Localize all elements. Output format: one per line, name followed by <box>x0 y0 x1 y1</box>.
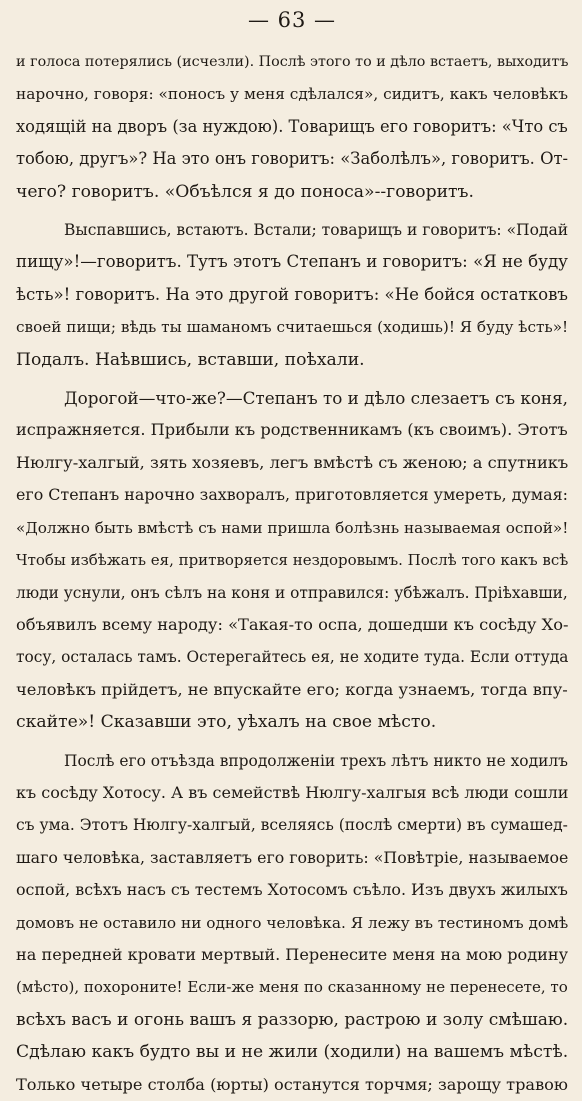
text-line: оспой, всѣхъ насъ съ тестемъ Хотосомъ съѣло. Изъ двухъ жилыхъ <box>16 880 568 900</box>
page-number: — 63 — <box>247 8 337 32</box>
paragraph-4 <box>16 745 568 1101</box>
text-line: объявилъ всему народу: «Такая-то оспа, дошедши къ сосѣду Хо- <box>16 614 568 634</box>
text-line: (мѣсто), похороните! Если-же меня по сказанному не перенесете, то <box>16 978 568 997</box>
text-line: на передней кровати мертвый. Перенесите меня на мою родину <box>16 944 568 964</box>
text-line: тосу, осталась тамъ. Остерегайтесь ея, не ходите туда. Если оттуда <box>16 648 568 667</box>
text-line: ходящій на дворъ (за нуждою). Товарищъ его говоритъ: «Что съ <box>16 116 568 136</box>
page-body <box>16 46 568 1101</box>
text-line: Послѣ его отъѣзда впродолженіи трехъ лѣтъ никто не ходилъ <box>64 751 568 770</box>
text-line: люди уснули, онъ сѣлъ на коня и отправился: убѣжалъ. Пріѣхавши, <box>16 583 568 602</box>
text-line: человѣкъ прійдетъ, не впускайте его; когда узнаемъ, тогда впу- <box>16 679 568 699</box>
paragraph-3 <box>16 382 568 738</box>
paragraph-1 <box>16 46 568 208</box>
text-line: шаго человѣка, заставляетъ его говорить: «Повѣтріе, называемое <box>16 847 568 867</box>
text-line: къ сосѣду Хотосу. А въ семействѣ Нюлгу-халгыя всѣ люди сошли <box>16 782 568 802</box>
text-line: Дорогой—что-же?—Степанъ то и дѣло слезаетъ съ коня, <box>64 388 568 409</box>
text-line: чего? говоритъ. «Объѣлся я до поноса»--говоритъ. <box>16 181 474 202</box>
paragraph-2 <box>16 214 568 376</box>
text-line: Нюлгу-халгый, зять хозяевъ, легъ вмѣстѣ съ женою; а спутникъ <box>16 452 568 472</box>
text-line: Чтобы избѣжать ея, притворяется нездоровымъ. Послѣ того какъ всѣ <box>16 551 568 570</box>
text-line: и голоса потерялись (исчезли). Послѣ этого то и дѣло встаетъ, выходитъ <box>16 54 568 70</box>
text-line: Выспавшись, встаютъ. Встали; товарищъ и говоритъ: «Подай <box>64 221 568 240</box>
text-line: пищу»!—говоритъ. Тутъ этотъ Степанъ и говоритъ: «Я не буду <box>16 252 568 272</box>
text-line: скайте»! Сказавши это, уѣхалъ на свое мѣсто. <box>16 712 437 733</box>
text-line: Подалъ. Наѣвшись, вставши, поѣхали. <box>16 349 365 370</box>
text-line: тобою, другъ»? На это онъ говоритъ: «Заболѣлъ», говоритъ. От- <box>16 149 568 169</box>
text-line: всѣхъ васъ и огонь вашъ я раззорю, растрою и золу смѣшаю. <box>16 1009 568 1030</box>
text-line: Сдѣлаю какъ будто вы и не жили (ходили) на вашемъ мѣстѣ. <box>16 1042 568 1063</box>
text-line: испражняется. Прибыли къ родственникамъ (къ своимъ). Этотъ <box>16 420 568 440</box>
text-line: ѣсть»! говоритъ. На это другой говоритъ: «Не бойся остатковъ <box>16 284 568 304</box>
text-line: своей пищи; вѣдь ты шаманомъ считаешься (ходишь)! Я буду ѣсть»! <box>16 318 568 337</box>
text-line: домовъ не оставило ни одного человѣка. Я лежу въ тестиномъ домѣ <box>16 913 568 932</box>
text-line: «Должно быть вмѣстѣ съ нами пришла болѣзнь называемая оспой»! <box>16 518 568 537</box>
text-line: съ ума. Этотъ Нюлгу-халгый, вселяясь (послѣ смерти) въ сумашед- <box>16 816 568 835</box>
text-line: Только четыре столба (юрты) останутся торчмя; зарощу травою <box>16 1074 568 1094</box>
text-line: его Степанъ нарочно захворалъ, приготовляется умереть, думая: <box>16 485 568 505</box>
text-line: нарочно, говоря: «поносъ у меня сдѣлался», сидитъ, какъ человѣкъ <box>16 85 568 104</box>
